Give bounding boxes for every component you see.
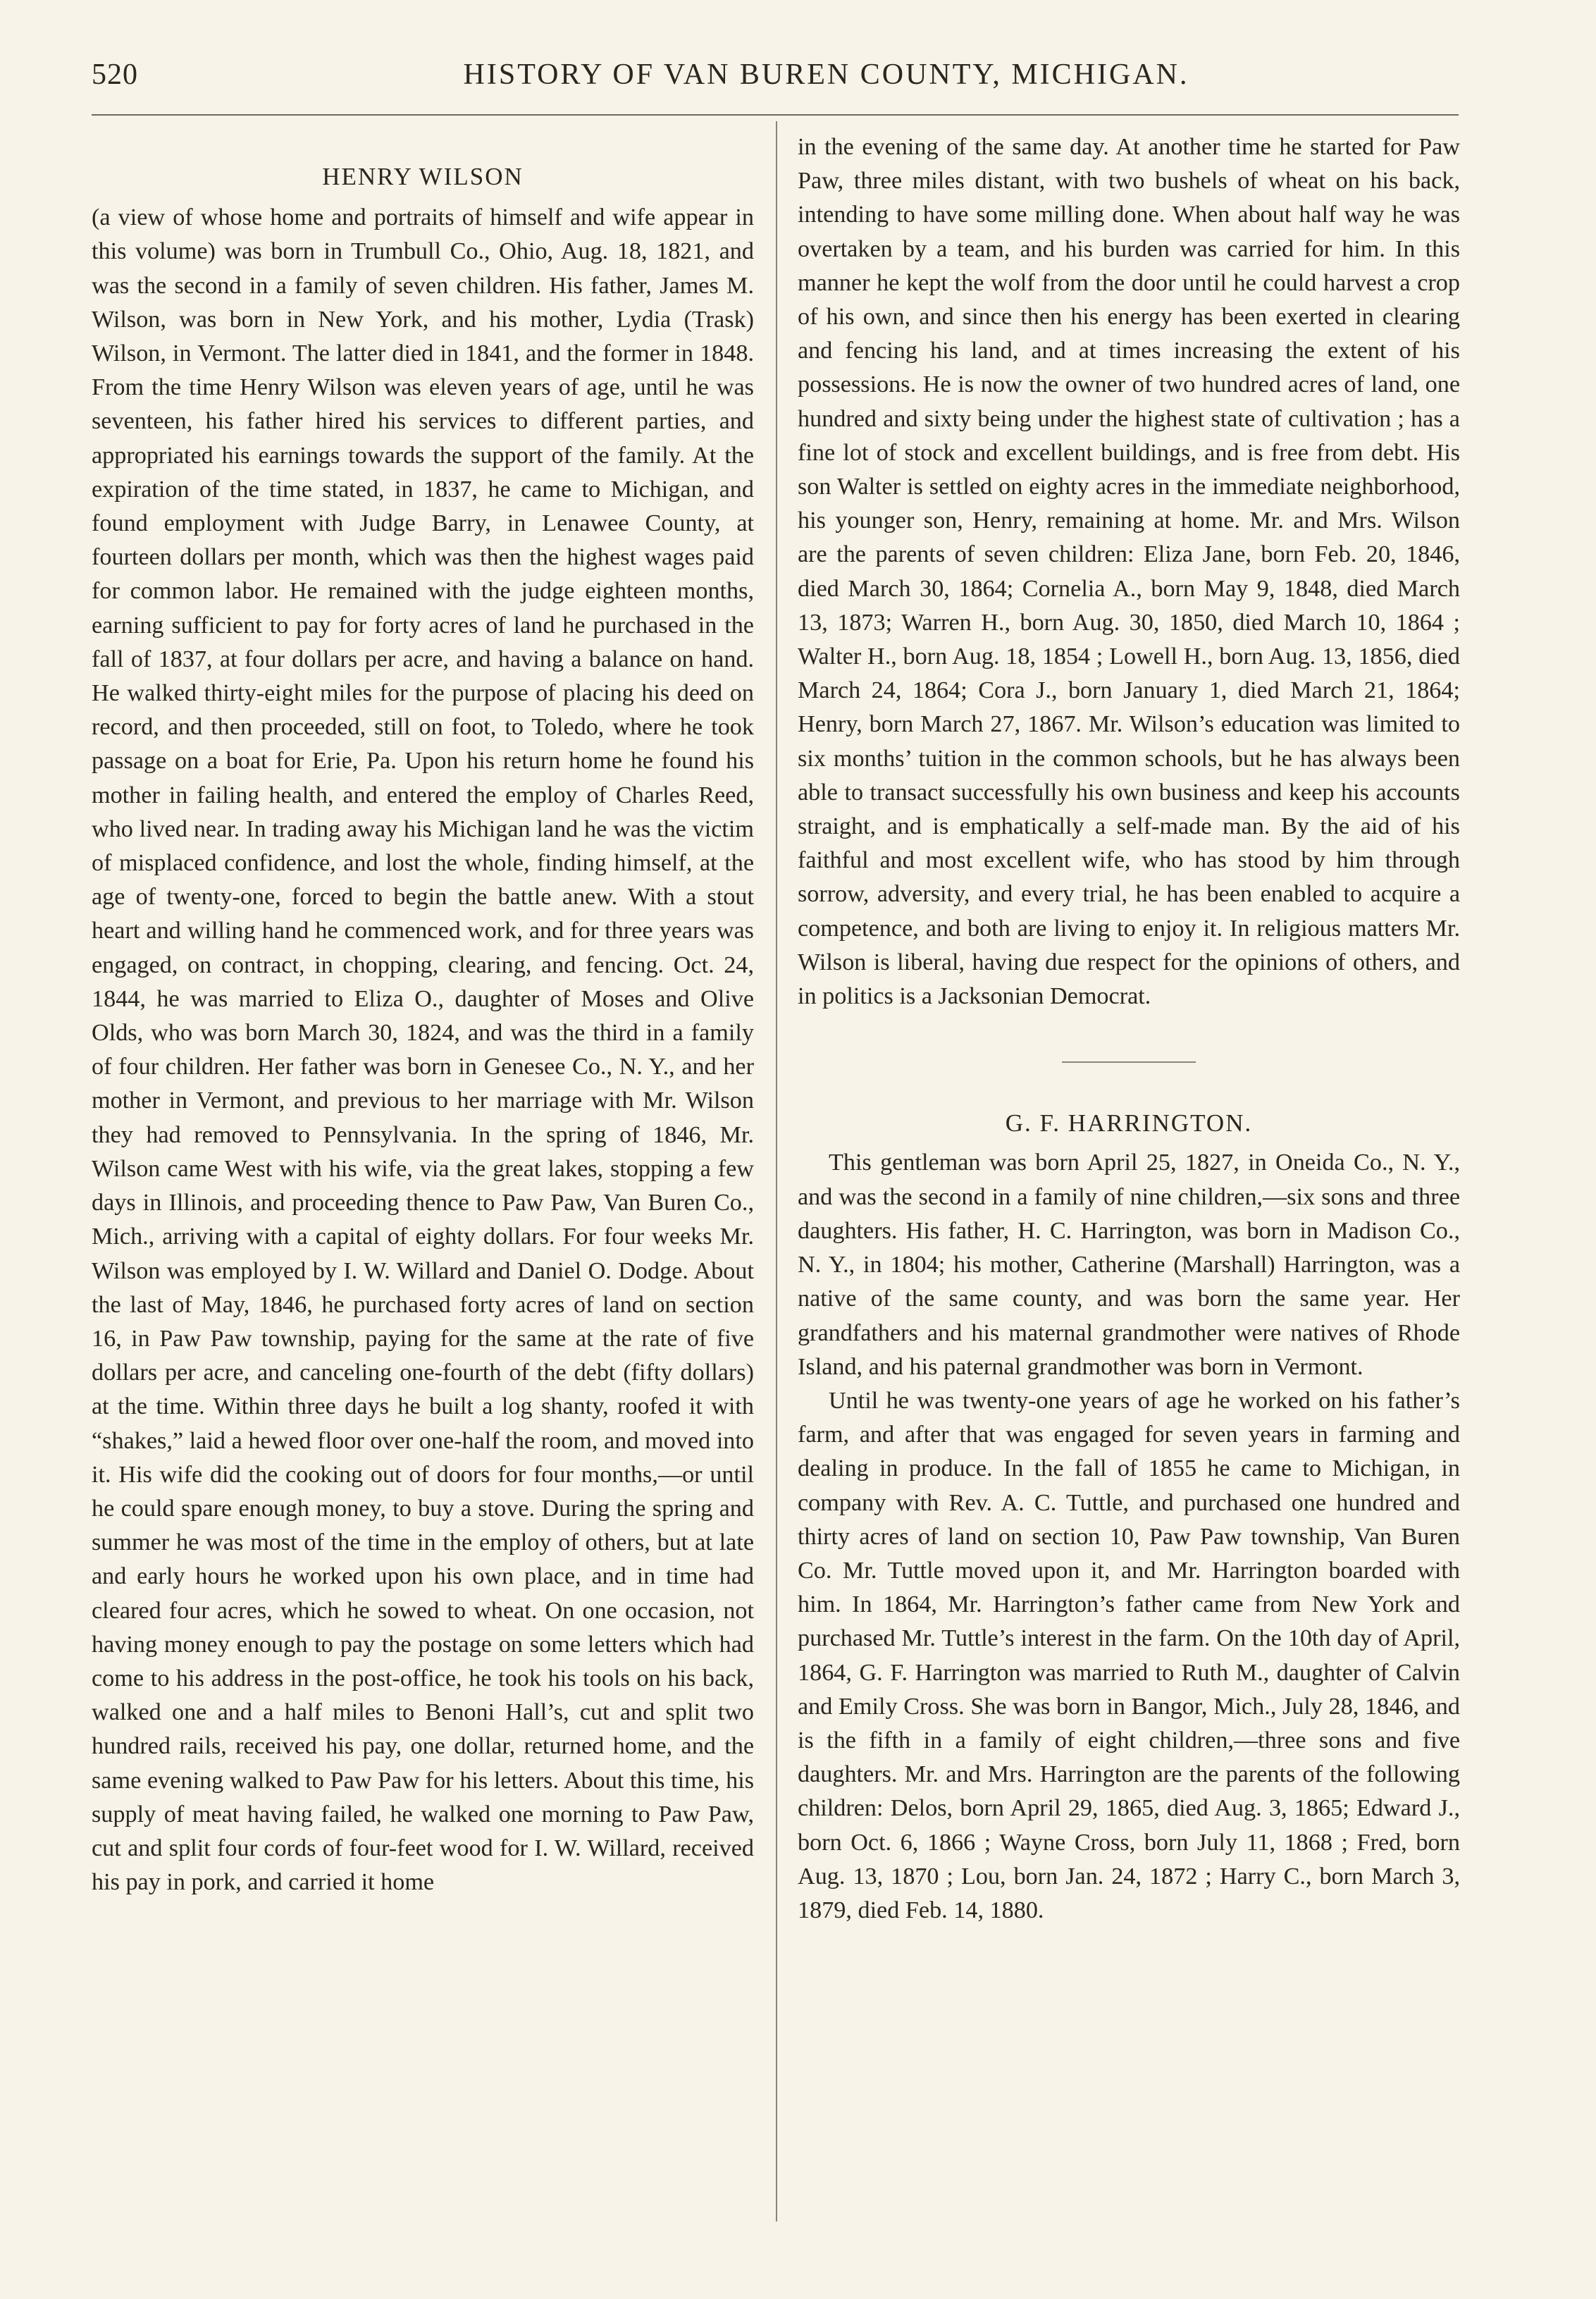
section-title-henry-wilson: HENRY WILSON [322, 163, 524, 190]
section-divider [1062, 1061, 1196, 1063]
section-title-harrington: G. F. HARRINGTON. [1005, 1109, 1253, 1138]
left-column [92, 130, 754, 1899]
column-divider [776, 121, 777, 2221]
body-paragraph: in the evening of the same day. At another time he started for Paw Paw, three miles distant, with two bushels of wheat on his back, intending to have some milling done. When about half way he was overtaken by a team, and his burden was carried for him. In this manner he kept the wolf from the door until he could harvest a crop of his own, and since then his energy has been exerted in clearing and fencing his land, and at times increasing the extent of his possessions. He is now the owner of two hundred acres of land, one hundred and sixty being under the highest state of cultivation ; has a fine lot of stock and excellent buildings, and is free from debt. His son Walter is settled on eighty acres in the immediate neighborhood, his younger son, Henry, remaining at home. Mr. and Mrs. Wilson are the parents of seven children: Eliza Jane, born Feb. 20, 1846, died March 30, 1864; Cornelia A., born May 9, 1848, died March 13, 1873; Warren H., born Aug. 30, 1850, died March 10, 1864 ; Walter H., born Aug. 18, 1854 ; Lowell H., born Aug. 13, 1856, died March 24, 1864; Cora J., born January 1, died March 21, 1864; Henry, born March 27, 1867. Mr. Wilson’s education was limited to six months’ tuition in the common schools, but he has always been able to transact successfully his own business and keep his accounts straight, and is emphatically a self-made man. By the aid of his faithful and most excellent wife, who has stood by him through sorrow, adversity, and every trial, he has been enabled to acquire a competence, and both are living to enjoy it. In religious matters Mr. Wilson is liberal, having due respect for the opinions of others, and in politics is a Jacksonian Democrat. [798, 134, 1460, 1010]
running-head: HISTORY OF VAN BUREN COUNTY, MICHIGAN. [463, 58, 1189, 91]
right-column [798, 130, 1460, 1928]
body-paragraph: Until he was twenty-one years of age he worked on his father’s farm, and after that was engaged for seven years in farming and dealing in produce. In the fall of 1855 he came to Michigan, in company with Rev. A. C. Tuttle, and purchased one hundred and thirty acres of land on section 10, Paw Paw township, Van Buren Co. Mr. Tuttle moved upon it, and Mr. Harrington boarded with him. In 1864, Mr. Harrington’s father came from New York and purchased Mr. Tuttle’s interest in the farm. On the 10th day of April, 1864, G. F. Harrington was married to Ruth M., daughter of Calvin and Emily Cross. She was born in Bangor, Mich., July 28, 1846, and is the fifth in a family of eight children,—three sons and five daughters. Mr. and Mrs. Harrington are the parents of the following children: Delos, born April 29, 1865, died Aug. 3, 1865; Edward J., born Oct. 6, 1866 ; Wayne Cross, born July 11, 1868 ; Fred, born Aug. 13, 1870 ; Lou, born Jan. 24, 1872 ; Harry C., born March 3, 1879, died Feb. 14, 1880. [798, 1387, 1460, 1923]
body-paragraph: (a view of whose home and portraits of himself and wife appear in this volume) was born in Trumbull Co., Ohio, Aug. 18, 1821, and was the second in a family of seven children. His father, James M. Wilson, was born in New York, and his mother, Lydia (Trask) Wilson, in Vermont. The latter died in 1841, and the former in 1848. From the time Henry Wilson was eleven years of age, until he was seventeen, his father hired his services to different parties, and appropriated his earnings towards the support of the family. At the expiration of the time stated, in 1837, he came to Michigan, and found employment with Judge Barry, in Lenawee County, at fourteen dollars per month, which was then the highest wages paid for common labor. He remained with the judge eighteen months, earning sufficient to pay for forty acres of land he purchased in the fall of 1837, at four dollars per acre, and having a balance on hand. He walked thirty-eight miles for the purpose of placing his deed on record, and then proceeded, still on foot, to Toledo, where he took passage on a boat for Erie, Pa. Upon his return home he found his mother in failing health, and entered the employ of Charles Reed, who lived near. In trading away his Michigan land he was the victim of misplaced confidence, and lost the whole, finding himself, at the age of twenty-one, forced to begin the battle anew. With a stout heart and willing hand he commenced work, and for three years was engaged, on contract, in chopping, clearing, and fencing. Oct. 24, 1844, he was married to Eliza O., daughter of Moses and Olive Olds, who was born March 30, 1824, and was the third in a family of four children. Her father was born in Genesee Co., N. Y., and her mother in Vermont, and previous to her marriage with Mr. Wilson they had removed to Pennsylvania. In the spring of 1846, Mr. Wilson came West with his wife, via the great lakes, stopping a few days in Illinois, and proceeding thence to Paw Paw, Van Buren Co., Mich., arriving with a capital of eighty dollars. For four weeks Mr. Wilson was employed by I. W. Willard and Daniel O. Dodge. About the last of May, 1846, he purchased forty acres of land on section 16, in Paw Paw township, paying for the same at the rate of five dollars per acre, and canceling one-fourth of the debt (fifty dollars) at the time. Within three days he built a log shanty, roofed it with “shakes,” laid a hewed floor over one-half the room, and moved into it. His wife did the cooking out of doors for four months,—or until he could spare enough money, to buy a stove. During the spring and summer he was most of the time in the employ of others, but at late and early hours he worked upon his own place, and in time had cleared four acres, which he sowed to wheat. On one occasion, not having money enough to pay the postage on some letters which had come to his address in the post-office, he took his tools on his back, walked one and a half miles to Benoni Hall’s, cut and split two hundred rails, received his pay, one dollar, returned home, and the same evening walked to Paw Paw for his letters. About this time, his supply of meat having failed, he walked one morning to Paw Paw, cut and split four cords of four-feet wood for I. W. Willard, received his pay in pork, and carried it home [92, 204, 754, 1896]
page-number: 520 [92, 58, 138, 91]
body-paragraph: This gentleman was born April 25, 1827, in Oneida Co., N. Y., and was the second in a family of nine children,—six sons and three daughters. His father, H. C. Harrington, was born in Madison Co., N. Y., in 1804; his mother, Catherine (Marshall) Harrington, was a native of the same county, and was born the same year. Her grandfathers and his maternal grandmother were natives of Rhode Island, and his paternal grandmother was born in Vermont. [798, 1150, 1460, 1380]
header-rule [92, 114, 1459, 116]
